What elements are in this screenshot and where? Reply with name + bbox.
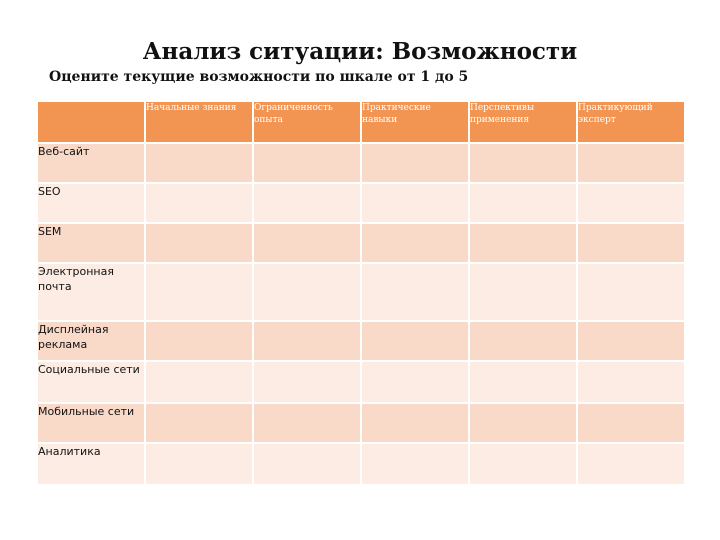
table-cell[interactable] bbox=[253, 223, 361, 263]
table-cell[interactable] bbox=[469, 403, 577, 443]
table-row bbox=[37, 263, 685, 321]
table-cell[interactable] bbox=[253, 143, 361, 183]
table-row bbox=[37, 321, 685, 361]
table-cell[interactable] bbox=[577, 403, 685, 443]
table-cell[interactable] bbox=[469, 361, 577, 403]
table-row bbox=[37, 143, 685, 183]
page-subtitle: Оцените текущие возможности по шкале от 1 до 5 bbox=[49, 69, 469, 85]
table-cell[interactable] bbox=[253, 443, 361, 485]
table-cell[interactable] bbox=[577, 321, 685, 361]
row-label: Веб-сайт bbox=[37, 143, 145, 183]
table-row bbox=[37, 361, 685, 403]
column-header: Перспективы применения bbox=[469, 101, 577, 143]
column-header: Практикующий эксперт bbox=[577, 101, 685, 143]
table-cell[interactable] bbox=[145, 223, 253, 263]
row-label: Электронная почта bbox=[37, 263, 145, 321]
row-label: SEM bbox=[37, 223, 145, 263]
row-label: Аналитика bbox=[37, 443, 145, 485]
table-cell[interactable] bbox=[577, 263, 685, 321]
table-cell[interactable] bbox=[361, 223, 469, 263]
column-header bbox=[37, 101, 145, 143]
table-cell[interactable] bbox=[469, 143, 577, 183]
column-header: Практические навыки bbox=[361, 101, 469, 143]
column-header: Начальные знания bbox=[145, 101, 253, 143]
table-row bbox=[37, 403, 685, 443]
table-cell[interactable] bbox=[145, 321, 253, 361]
table-header-row bbox=[37, 101, 685, 143]
table-cell[interactable] bbox=[145, 443, 253, 485]
table-cell[interactable] bbox=[577, 183, 685, 223]
table-cell[interactable] bbox=[145, 403, 253, 443]
table-cell[interactable] bbox=[361, 361, 469, 403]
table-cell[interactable] bbox=[577, 443, 685, 485]
table-cell[interactable] bbox=[361, 263, 469, 321]
table-cell[interactable] bbox=[253, 321, 361, 361]
table-cell[interactable] bbox=[145, 143, 253, 183]
table-cell[interactable] bbox=[361, 403, 469, 443]
table-cell[interactable] bbox=[145, 361, 253, 403]
table-cell[interactable] bbox=[361, 183, 469, 223]
row-label: Социальные сети bbox=[37, 361, 145, 403]
table-cell[interactable] bbox=[253, 263, 361, 321]
table-cell[interactable] bbox=[577, 143, 685, 183]
table-row bbox=[37, 223, 685, 263]
table-row bbox=[37, 443, 685, 485]
table-cell[interactable] bbox=[577, 223, 685, 263]
row-label: SEO bbox=[37, 183, 145, 223]
table-cell[interactable] bbox=[145, 183, 253, 223]
table-cell[interactable] bbox=[145, 263, 253, 321]
table-cell[interactable] bbox=[361, 143, 469, 183]
table-cell[interactable] bbox=[361, 443, 469, 485]
column-header: Ограниченность опыта bbox=[253, 101, 361, 143]
table-row bbox=[37, 183, 685, 223]
table-cell[interactable] bbox=[469, 443, 577, 485]
table-cell[interactable] bbox=[577, 361, 685, 403]
table-cell[interactable] bbox=[253, 403, 361, 443]
table-cell[interactable] bbox=[469, 183, 577, 223]
table-cell[interactable] bbox=[469, 321, 577, 361]
table-cell[interactable] bbox=[361, 321, 469, 361]
page-title: Анализ ситуации: Возможности bbox=[142, 38, 578, 65]
opportunities-table bbox=[36, 100, 686, 486]
row-label: Мобильные сети bbox=[37, 403, 145, 443]
table-cell[interactable] bbox=[253, 361, 361, 403]
table-cell[interactable] bbox=[253, 183, 361, 223]
table-cell[interactable] bbox=[469, 263, 577, 321]
table-cell[interactable] bbox=[469, 223, 577, 263]
row-label: Дисплейная реклама bbox=[37, 321, 145, 361]
